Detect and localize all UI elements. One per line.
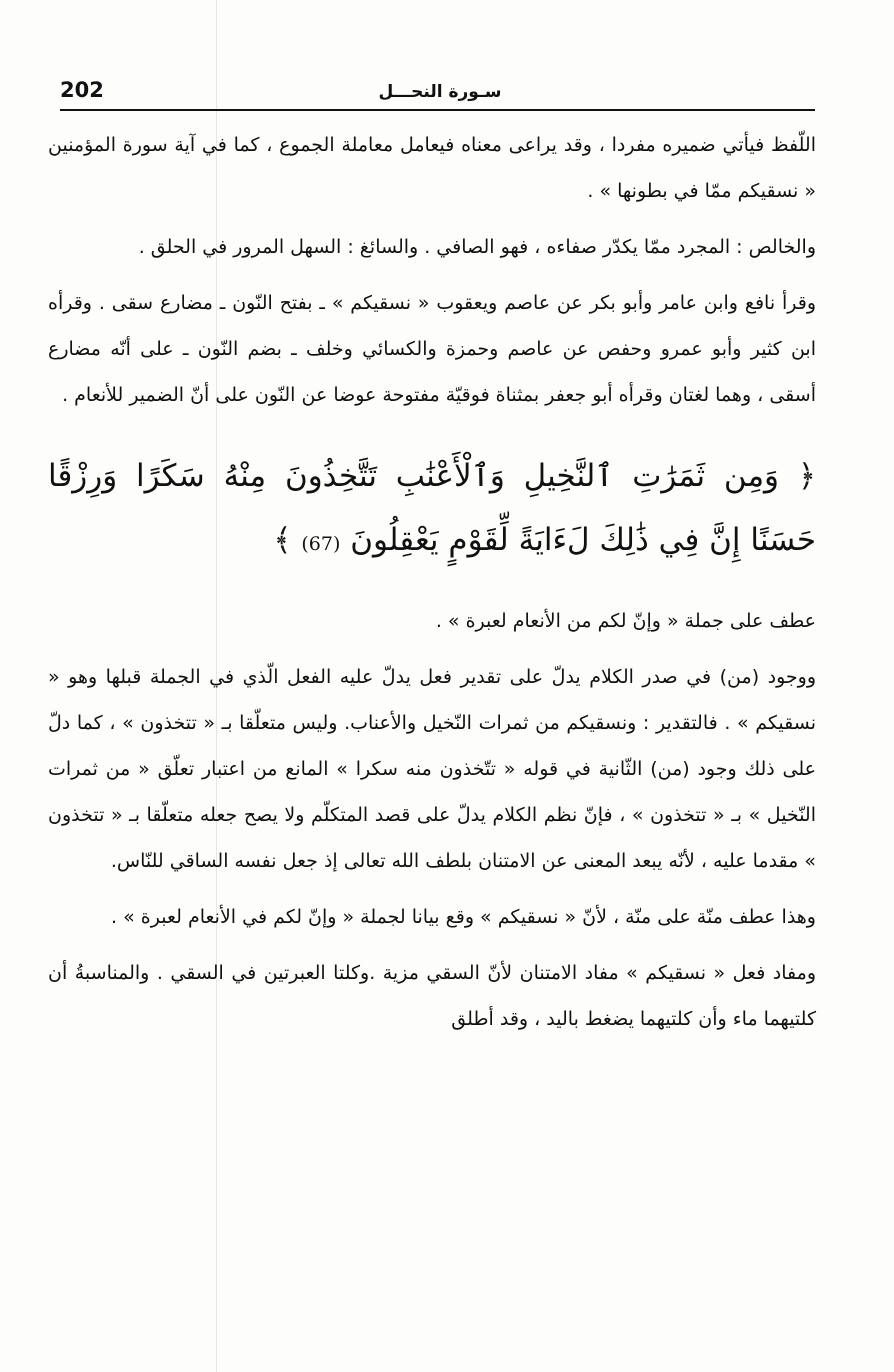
header-rule (60, 109, 815, 111)
page-header (60, 78, 815, 108)
verse-close-bracket: ﴾ (273, 522, 292, 558)
page-body (48, 122, 816, 1048)
quran-verse (48, 444, 816, 576)
paragraph-1: اللّفظ فيأتي ضميره مفردا ، وقد يراعى معناه فيعامل معاملة الجموع ، كما في آية سورة المؤمنين « نسقيكم ممّا في بطونها » . (48, 134, 816, 202)
page-number: 202 (60, 78, 104, 102)
surah-title: سـورة النحـــل (378, 82, 502, 102)
verse-text: ﴿ وَمِن ثَمَرَٰتِ ٱلنَّخِيلِ وَٱلْأَعْنَٰبِ تَتَّخِذُونَ مِنْهُ سَكَرًا وَرِزْقًا حَسَنًا إِنَّ فِي ذَٰلِكَ لَءَايَةً لِّقَوْمٍ يَعْقِلُونَ (48, 458, 816, 558)
paragraph-2: والخالص : المجرد ممّا يكدّر صفاءه ، فهو الصافي . والسائغ : السهل المرور في الحلق . (138, 236, 816, 258)
paragraph-5: ووجود (من) في صدر الكلام يدلّ على تقدير فعل يدلّ عليه الفعل الّذي في الجملة قبلها وهو « نسقيكم » . فالتقدير : ونسقيكم من ثمرات النّخيل والأعناب. وليس متعلّقا بـ « تتخذون » ، كما دلّ على ذلك وجود (من) الثّانية في قوله « تتّخذون منه سكرا » المانع من اعتبار تعلّق « من ثمرات النّخيل » بـ « تتخذون » ، فإنّ نظم الكلام يدلّ على قصد المتكلّم ولا يصح جعله متعلّقا بـ « تتخذون » مقدما عليه ، لأنّه يبعد المعنى عن الامتنان بلطف الله تعالى إذ جعل نفسه الساقي للنّاس. (48, 666, 816, 872)
verse-number: (67) (301, 533, 341, 555)
paragraph-6: وهذا عطف منّة على منّة ، لأنّ « نسقيكم » وقع بيانا لجملة « وإنّ لكم في الأنعام لعبرة » . (111, 906, 816, 928)
paragraph-7: ومفاد فعل « نسقيكم » مفاد الامتنان لأنّ السقي مزية .وكلتا العبرتين في السقي . والمناسبةُ أن كلتيهما ماء وأن كلتيهما يضغط باليد ، وقد أطلق (48, 962, 816, 1030)
paragraph-3: وقرأ نافع وابن عامر وأبو بكر عن عاصم ويعقوب « نسقيكم » ـ بفتح النّون ـ مضارع سقى . وقرأه ابن كثير وأبو عمرو وحفص عن عاصم وحمزة والكسائي وخلف ـ بضم النّون ـ على أنّه مضارع أسقى ، وهما لغتان وقرأه أبو جعفر بمثناة فوقيّة مفتوحة عوضا عن النّون على أنّ الضمير للأنعام . (48, 292, 816, 406)
paragraph-4: عطف على جملة « وإنّ لكم من الأنعام لعبرة » . (435, 610, 816, 632)
